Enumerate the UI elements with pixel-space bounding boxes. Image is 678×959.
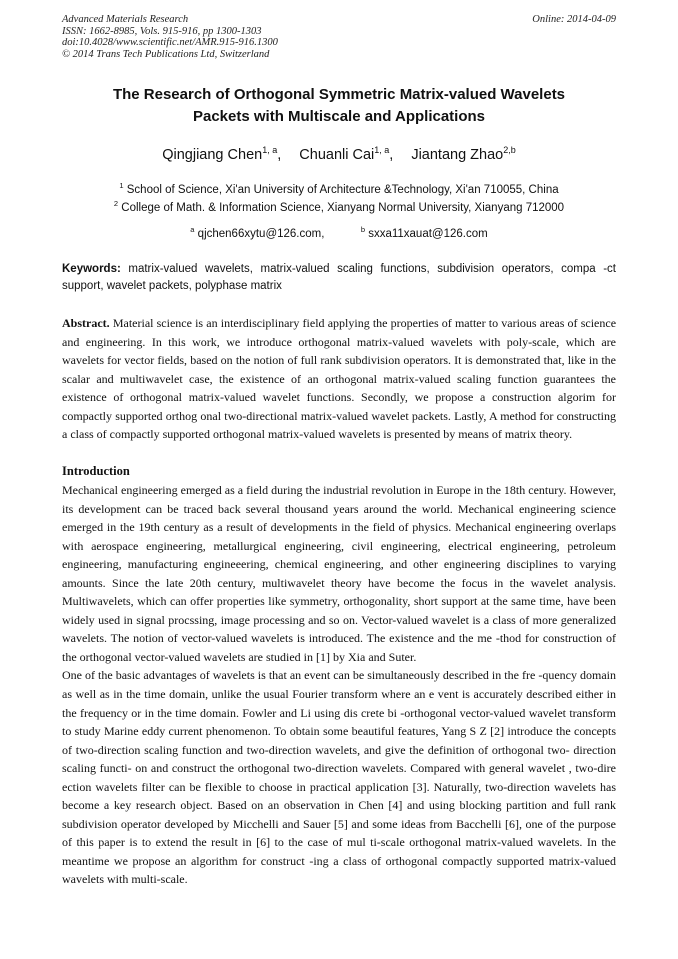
author-affiliation-mark: 1, a: [262, 145, 278, 155]
author-affiliation-mark: 1, a: [374, 145, 390, 155]
author-list: [62, 140, 616, 165]
author-separator: ,: [389, 146, 394, 163]
doi-line: doi:10.4028/www.scientific.net/AMR.915-916.1300: [62, 37, 278, 48]
abstract-label: Abstract.: [62, 316, 110, 330]
journal-name: Advanced Materials Research: [62, 14, 189, 25]
email-address[interactable]: qjchen66xytu@126.com,: [197, 227, 325, 240]
journal-header: [62, 14, 616, 60]
affiliation-mark: 2: [113, 199, 119, 208]
author-affiliation-mark: 2,b: [503, 145, 516, 155]
author-name: Qingjiang Chen: [162, 146, 263, 163]
title-line-1: The Research of Orthogonal Symmetric Matrix-valued Wavelets: [112, 86, 566, 103]
email-mark: a: [190, 225, 195, 234]
affiliation-2: [62, 196, 616, 216]
paper-title: [62, 84, 616, 128]
body-paragraph: Mechanical engineering emerged as a field during the industrial revolution in Europe in the 18th century. However, its development can be traced back several thousand years around the world. Mechanical engineering science emerged in the 19th century as a result of developments in the field of physics. Mechanical engineering overlaps with aerospace engineering, metallurgical engineering, civil engineering, electrical engineering, petroleum engineering, manufacturing engineeering, chemical engineering, and other engineering disciplines to varying amounts. Since the late 20th century, multiwavelet theory have become the focus in the wavelet analysis. Multiwavelets, which can offer properties like symmetry, orthogonality, short support at the same time, have been widely used in signal procssing, image processing and so on. Vector-valued wavelet is a class of more generalized wavelets. The notion of vector-valued wavelets is introduced. The existence and the me -thod for construction of the orthogonal vector-valued wavelets are studied in [1] by Xia and Suter.: [62, 483, 616, 664]
affiliation-text: School of Science, Xi'an University of Architecture &Technology, Xi'an 710055, China: [126, 183, 559, 196]
author-name: Chuanli Cai: [299, 146, 375, 163]
email-address[interactable]: sxxa11xauat@126.com: [368, 227, 488, 240]
keywords-section: [62, 261, 616, 294]
author-separator: ,: [277, 146, 282, 163]
email-mark: b: [360, 225, 365, 234]
affiliation-1: [62, 178, 616, 198]
keywords-label: Keywords:: [62, 263, 121, 275]
author-name: Jiantang Zhao: [411, 146, 504, 163]
title-line-2: Packets with Multiscale and Applications: [192, 108, 486, 125]
abstract-section: [62, 314, 616, 444]
email-line: [62, 222, 616, 242]
abstract-text: Material science is an interdisciplinary field applying the properties of matter to various areas of science and engineering. In this work, we introduce orthogonal matrix-valued wavelets with poly-scale, which are wavelets for vector fields, based on the notion of full rank subdivision operators. It is demonstrated that, like in the scalar and multiwavelet case, the existence of an orthogonal matrix-valued scaling function guarantees the existence of orthogonal matrix-valued wavelet functions. Secondly, we propose a construction algorim for compactly supported orthog onal two-directional matrix-valued wavelet packets. Lastly, A method for constructing a class of compactly supported orthogonal matrix-valued wavelets is presented by means of matrix theory.: [62, 316, 617, 441]
issn-line: ISSN: 1662-8985, Vols. 915-916, pp 1300-1303: [62, 25, 262, 37]
online-date: Online: 2014-04-09: [532, 14, 616, 25]
section-heading: Introduction: [62, 464, 130, 478]
body-paragraph: One of the basic advantages of wavelets is that an event can be simultaneously described in the fre -quency domain as well as in the time domain, unlike the usual Fourier transform where an e vent is accurately described either in the frequency or in the time domain. Fowler and Li using dis crete bi -orthogonal vector-valued wavelet transform to study Marine eddy current phenomenon. To obtain some beautiful features, Yang S Z [2] introduce the concepts of two-direction scaling function and two-direction wavelets, and give the definition of orthogonal two- direction scaling functi- on and construct the orthogonal two-direction wavelets. Compared with general wavelet , two-dire ection wavelets filter can be flexible to choose in practical application [3]. Naturally, two-direction wavelets has become a key research object. Based on an observation in Chen [4] and using blocking partition and full rank subdivision operator developed by Micchelli and Sauer [5] and some ideas from Bacchelli [6], one of the purpose of this paper is to extend the result in [6] to the case of mul ti-scale orthogonal matrix-valued wavelets. In the meantime we propose an algorithm for construct -ing a class of orthogonal compactly supported matrix-valued wavelets with multi-scale.: [62, 668, 616, 887]
affiliation-text: College of Math. & Information Science, Xianyang Normal University, Xianyang 712000: [121, 201, 565, 214]
copyright-line: © 2014 Trans Tech Publications Ltd, Switzerland: [62, 48, 270, 60]
keywords-text: matrix-valued wavelets, matrix-valued scaling functions, subdivision operators, compa -ct support, wavelet packets, polyphase matrix: [62, 263, 617, 292]
introduction-body: [62, 481, 616, 889]
affiliation-mark: 1: [119, 181, 124, 190]
